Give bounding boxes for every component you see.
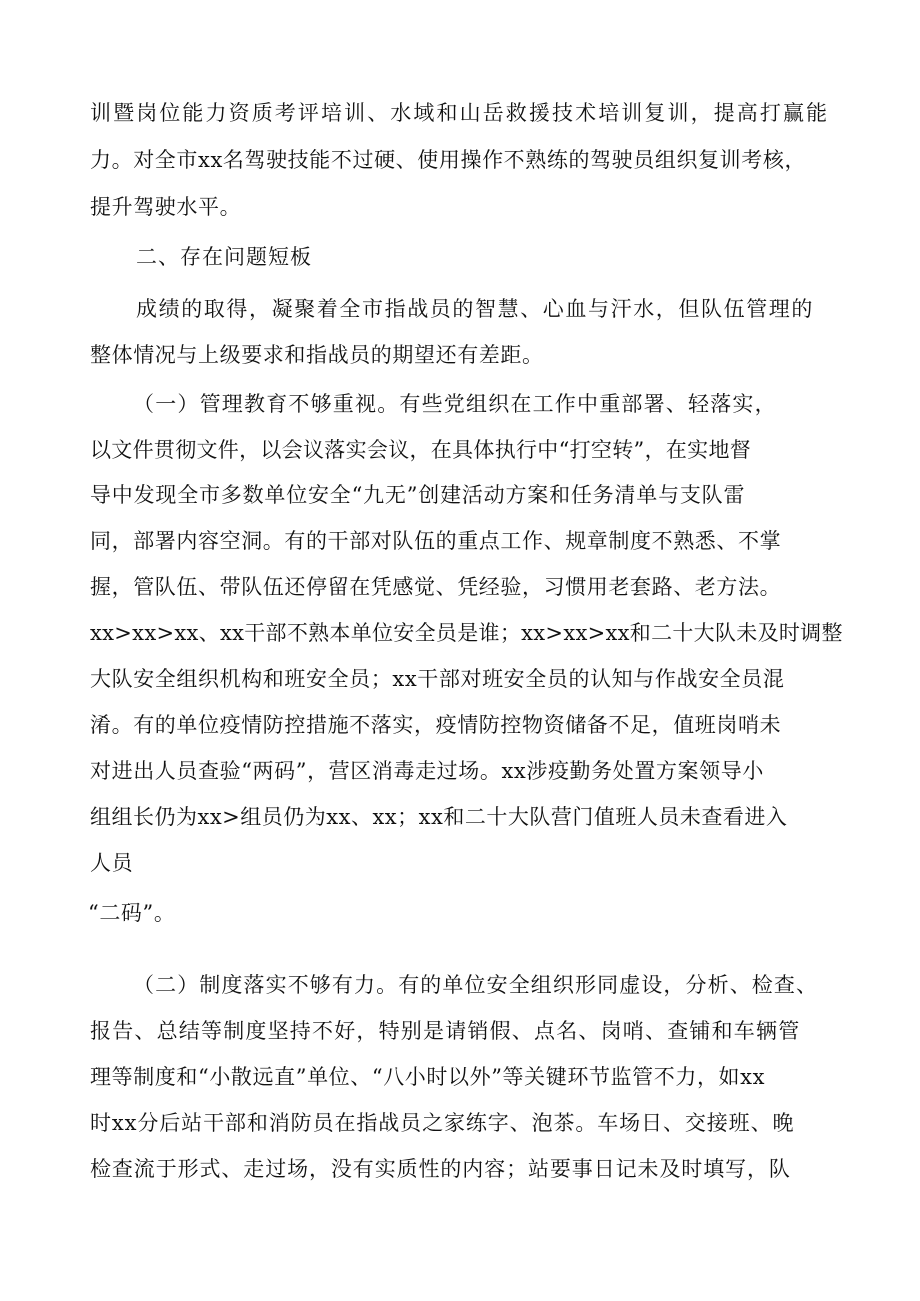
paragraph-line: 成绩的取得，凝聚着全市指战员的智慧、心血与汗水，但队伍管理的 bbox=[136, 297, 814, 321]
paragraph-line: 对进出人员查验“两码”，营区消毒走过场。xx涉疫勤务处置方案领导小 bbox=[90, 759, 764, 783]
paragraph-line: 导中发现全市多数单位安全“九无”创建活动方案和任务清单与支队雷 bbox=[90, 483, 746, 507]
paragraph-line: 报告、总结等制度坚持不好，特别是请销假、点名、岗哨、查铺和车辆管 bbox=[90, 1019, 801, 1043]
paragraph-line: 人员 bbox=[90, 851, 134, 875]
paragraph-line: 大队安全组织机构和班安全员；xx干部对班安全员的认知与作战安全员混 bbox=[90, 667, 785, 691]
paragraph-line: 淆。有的单位疫情防控措施不落实，疫情防控物资储备不足，值班岗哨未 bbox=[90, 713, 782, 737]
subsection-heading-line: （二）制度落实不够有力。有的单位安全组织形同虚设，分析、检查、 bbox=[133, 973, 819, 997]
paragraph-line: 同，部署内容空洞。有的干部对队伍的重点工作、规章制度不熟悉、不掌 bbox=[90, 529, 782, 553]
paragraph-line: “二码”。 bbox=[88, 901, 176, 925]
paragraph-line: 时xx分后站干部和消防员在指战员之家练字、泡茶。车场日、交接班、晚 bbox=[90, 1111, 795, 1135]
paragraph-line: 检查流于形式、走过场，没有实质性的内容；站要事日记未及时填写，队 bbox=[90, 1157, 791, 1181]
paragraph-line: 握，管队伍、带队伍还停留在凭感觉、凭经验，习惯用老套路、老方法。 bbox=[90, 575, 782, 599]
paragraph-line: 力。对全市xx名驾驶技能不过硬、使用操作不熟练的驾驶员组织复训考核， bbox=[90, 148, 807, 172]
subsection-heading-line: （一）管理教育不够重视。有些党组织在工作中重部署、轻落实， bbox=[133, 392, 777, 416]
paragraph-line: 训暨岗位能力资质考评培训、水域和山岳救援技术培训复训，提高打赢能 bbox=[90, 101, 830, 125]
paragraph-line: 整体情况与上级要求和指战员的期望还有差距。 bbox=[90, 343, 544, 367]
paragraph-line: 理等制度和“小散远直”单位、“八小时以外”等关键环节监管不力，如xx bbox=[90, 1065, 766, 1089]
section-heading: 二、存在问题短板 bbox=[136, 245, 312, 269]
paragraph-line: xx>xx>xx、xx干部不熟本单位安全员是谁；xx>xx>xx和二十大队未及时调整 bbox=[90, 621, 843, 645]
paragraph-line: 组组长仍为xx>组员仍为xx、xx；xx和二十大队营门值班人员未查看进入 bbox=[90, 805, 788, 829]
paragraph-line: 以文件贯彻文件，以会议落实会议，在具体执行中“打空转”，在实地督 bbox=[90, 438, 752, 462]
paragraph-line: 提升驾驶水平。 bbox=[90, 195, 242, 219]
